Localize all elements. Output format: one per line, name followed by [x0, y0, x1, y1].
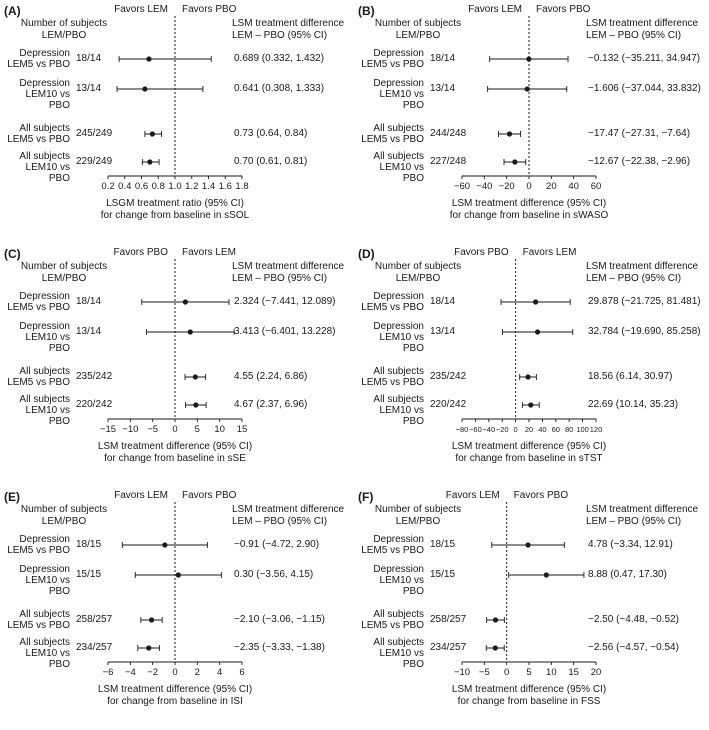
favors-right-label: Favors PBO	[513, 490, 569, 501]
panel-label: (E)	[4, 490, 20, 504]
row-ci-text: −2.10 (−3.06, −1.15)	[234, 614, 325, 625]
row-label-comparison: LEM5 vs PBO	[361, 377, 424, 388]
row-ci-text: 22.69 (10.14, 35.23)	[588, 399, 679, 410]
x-tick-label: −40	[482, 425, 496, 434]
point-estimate	[512, 159, 517, 164]
row-subject-count: 18/14	[430, 296, 456, 307]
row-subject-count: 258/257	[76, 614, 113, 625]
x-axis-title-line2: for change from baseline in ISI	[107, 696, 243, 707]
row-ci-text: 4.78 (−3.34, 12.91)	[588, 539, 673, 550]
x-tick-label: 0.2	[101, 181, 115, 192]
x-axis-title-line1: LSM treatment difference (95% CI)	[451, 198, 607, 209]
panel-label: (D)	[358, 247, 375, 261]
x-tick-label: 0	[526, 181, 532, 192]
subjects-header-line1: Number of subjects	[20, 504, 108, 515]
x-tick-label: −4	[124, 667, 136, 678]
row-ci-text: 2.324 (−7.441, 12.089)	[234, 296, 336, 307]
x-axis-title	[429, 684, 629, 708]
ci-header-line2: LEM – PBO (95% CI)	[232, 30, 328, 41]
row-subject-count: 220/242	[430, 399, 467, 410]
x-tick-label: −20	[498, 181, 515, 192]
x-tick-label: −5	[147, 424, 159, 435]
row-label-group: Depression	[373, 78, 424, 89]
row-label-group: Depression	[373, 321, 424, 332]
row-label-group: Depression	[19, 321, 70, 332]
row-label-comparison: LEM5 vs PBO	[361, 302, 424, 313]
point-estimate	[188, 329, 193, 334]
row-label-group: All subjects	[19, 123, 70, 134]
row-label-group: Depression	[19, 291, 70, 302]
x-tick-label: 15	[236, 424, 248, 435]
row-label-comparison: LEM10 vs PBO	[25, 89, 70, 111]
row-label-comparison: LEM5 vs PBO	[7, 302, 70, 313]
subjects-header-line2: LEM/PBO	[395, 516, 441, 527]
row-label	[4, 564, 70, 597]
forest-panel-e	[4, 490, 354, 730]
row-label-comparison: LEM5 vs PBO	[7, 545, 70, 556]
favors-left-label: Favors LEM	[468, 4, 522, 15]
row-subject-count: 15/15	[76, 569, 102, 580]
row-ci-text: −0.132 (−35.211, 34.947)	[588, 53, 701, 64]
row-label-group: All subjects	[373, 637, 424, 648]
favors-left-label: Favors PBO	[113, 247, 168, 258]
x-axis-title-line1: LSM treatment difference (95% CI)	[97, 441, 253, 452]
row-ci-text: 0.73 (0.64, 0.84)	[234, 128, 308, 139]
x-tick-label: 40	[568, 181, 579, 192]
row-label-group: Depression	[373, 48, 424, 59]
row-label	[7, 609, 70, 631]
row-subject-count: 15/15	[430, 569, 456, 580]
subjects-header-line1: Number of subjects	[20, 18, 108, 29]
row-label	[7, 48, 70, 70]
row-ci-text: 0.689 (0.332, 1.432)	[234, 53, 325, 64]
row-ci-text: 29.878 (−21.725, 81.481)	[588, 296, 701, 307]
point-estimate	[544, 572, 549, 577]
row-ci-text: 4.67 (2.37, 6.96)	[234, 399, 308, 410]
row-subject-count: 18/15	[76, 539, 102, 550]
ci-header-line2: LEM – PBO (95% CI)	[232, 516, 328, 527]
row-label-comparison: LEM10 vs PBO	[379, 405, 424, 427]
point-estimate	[146, 56, 151, 61]
x-tick-label: 100	[576, 425, 589, 434]
row-label-comparison: LEM5 vs PBO	[7, 620, 70, 631]
point-estimate	[193, 402, 198, 407]
subjects-header-line2: LEM/PBO	[41, 273, 87, 284]
x-tick-label: 40	[538, 425, 547, 434]
x-tick-label: 1.0	[168, 181, 182, 192]
row-label	[4, 637, 70, 670]
ci-header-line1: LSM treatment difference	[232, 18, 345, 29]
forest-panel-b	[358, 4, 708, 244]
point-estimate	[526, 56, 531, 61]
row-label-comparison: LEM10 vs PBO	[379, 575, 424, 597]
x-tick-label: 60	[551, 425, 560, 434]
row-ci-text: 18.56 (6.14, 30.97)	[588, 371, 673, 382]
row-subject-count: 18/15	[430, 539, 456, 550]
row-label-group: Depression	[19, 48, 70, 59]
row-subject-count: 235/242	[76, 371, 113, 382]
x-tick-label: −10	[122, 424, 139, 435]
favors-right-label: Favors LEM	[182, 247, 236, 258]
row-subject-count: 229/249	[76, 156, 113, 167]
row-label-comparison: LEM5 vs PBO	[361, 134, 424, 145]
row-label-group: All subjects	[19, 609, 70, 620]
row-subject-count: 18/14	[76, 296, 102, 307]
row-ci-text: 0.70 (0.61, 0.81)	[234, 156, 308, 167]
row-label	[4, 151, 70, 184]
favors-left-label: Favors LEM	[114, 4, 168, 15]
row-ci-text: −1.606 (−37.044, 33.832)	[588, 83, 701, 94]
row-ci-text: 0.30 (−3.56, 4.15)	[234, 569, 314, 580]
row-ci-text: −12.67 (−22.38, −2.96)	[588, 156, 691, 167]
x-tick-label: 0	[504, 667, 510, 678]
point-estimate	[147, 159, 152, 164]
row-label-comparison: LEM10 vs PBO	[379, 162, 424, 184]
row-ci-text: 8.88 (0.47, 17.30)	[588, 569, 667, 580]
point-estimate	[493, 645, 498, 650]
row-label-comparison: LEM5 vs PBO	[361, 620, 424, 631]
x-tick-label: 10	[214, 424, 225, 435]
x-tick-label: 1.6	[218, 181, 232, 192]
row-subject-count: 13/14	[430, 326, 456, 337]
x-axis-title-line1: LSM treatment difference (95% CI)	[97, 684, 253, 695]
x-axis-title-line2: for change from baseline in sSE	[104, 453, 246, 464]
row-ci-text: 3.413 (−6.401, 13.228)	[234, 326, 336, 337]
row-label-comparison: LEM10 vs PBO	[379, 89, 424, 111]
x-axis-title-line2: for change from baseline in sSOL	[100, 210, 250, 221]
row-label-comparison: LEM10 vs PBO	[379, 332, 424, 354]
row-subject-count: 227/248	[430, 156, 467, 167]
point-estimate	[142, 86, 147, 91]
x-tick-label: 6	[239, 667, 245, 678]
x-tick-label: 2	[194, 667, 200, 678]
ci-header-line2: LEM – PBO (95% CI)	[586, 273, 682, 284]
point-estimate	[525, 86, 530, 91]
forest-panel-a	[4, 4, 354, 244]
x-tick-label: 15	[568, 667, 579, 678]
row-label-comparison: LEM5 vs PBO	[361, 545, 424, 556]
favors-right-label: Favors PBO	[536, 4, 591, 15]
row-label	[7, 123, 70, 145]
row-subject-count: 258/257	[430, 614, 467, 625]
row-ci-text: 4.55 (2.24, 6.86)	[234, 371, 308, 382]
row-label-comparison: LEM10 vs PBO	[25, 332, 70, 354]
x-tick-label: 80	[565, 425, 574, 434]
subjects-header-line2: LEM/PBO	[41, 30, 87, 41]
forest-panel-f	[358, 490, 708, 730]
row-label-group: Depression	[19, 78, 70, 89]
row-label-group: Depression	[373, 291, 424, 302]
x-tick-label: 0	[172, 424, 178, 435]
panel-label: (F)	[358, 490, 374, 504]
row-subject-count: 245/249	[76, 128, 113, 139]
subjects-header-line2: LEM/PBO	[395, 30, 441, 41]
favors-left-label: Favors LEM	[114, 490, 168, 501]
ci-header-line1: LSM treatment difference	[586, 504, 699, 515]
point-estimate	[493, 617, 498, 622]
ci-header-line1: LSM treatment difference	[232, 261, 345, 272]
row-label	[361, 123, 424, 145]
row-subject-count: 220/242	[76, 399, 113, 410]
row-label-group: All subjects	[373, 366, 424, 377]
row-label-comparison: LEM10 vs PBO	[25, 162, 70, 184]
forest-panel-d	[358, 247, 708, 487]
x-axis-title-line2: for change from baseline in sTST	[455, 453, 603, 464]
row-ci-text: −17.47 (−27.31, −7.64)	[588, 128, 691, 139]
row-label	[361, 609, 424, 631]
x-tick-label: 0	[513, 425, 518, 434]
x-tick-label: 120	[589, 425, 603, 434]
row-label-group: All subjects	[373, 151, 424, 162]
x-axis-title	[75, 441, 275, 465]
row-subject-count: 244/248	[430, 128, 467, 139]
point-estimate	[533, 299, 538, 304]
point-estimate	[528, 402, 533, 407]
row-label-comparison: LEM5 vs PBO	[7, 59, 70, 70]
row-label	[4, 394, 70, 427]
ci-header-line2: LEM – PBO (95% CI)	[586, 516, 682, 527]
x-tick-label: 20	[546, 181, 557, 192]
x-tick-label: 60	[590, 181, 602, 192]
row-label	[358, 151, 424, 184]
row-subject-count: 13/14	[76, 326, 102, 337]
row-label-group: Depression	[373, 534, 424, 545]
x-tick-label: −80	[455, 425, 469, 434]
x-tick-label: 10	[546, 667, 557, 678]
row-label-comparison: LEM5 vs PBO	[361, 59, 424, 70]
x-tick-label: 0.4	[118, 181, 132, 192]
subjects-header-line1: Number of subjects	[20, 261, 108, 272]
x-tick-label: 1.8	[235, 181, 249, 192]
x-axis-title-line1: LSM treatment difference (95% CI)	[451, 441, 607, 452]
x-tick-label: 5	[194, 424, 200, 435]
row-label-group: All subjects	[373, 609, 424, 620]
point-estimate	[176, 572, 181, 577]
x-tick-label: 20	[590, 667, 602, 678]
row-label	[358, 321, 424, 354]
subjects-header-line1: Number of subjects	[374, 18, 462, 29]
row-label-group: All subjects	[373, 394, 424, 405]
x-axis-title-line2: for change from baseline in sWASO	[449, 210, 609, 221]
row-label	[7, 291, 70, 313]
row-label	[4, 321, 70, 354]
row-label-comparison: LEM5 vs PBO	[7, 134, 70, 145]
row-label	[361, 534, 424, 556]
x-tick-label: −40	[476, 181, 493, 192]
row-label	[361, 366, 424, 388]
row-subject-count: 18/14	[76, 53, 102, 64]
row-subject-count: 13/14	[430, 83, 456, 94]
panel-label: (A)	[4, 4, 21, 18]
x-axis-title-line1: LSM treatment difference (95% CI)	[451, 684, 607, 695]
point-estimate	[525, 542, 530, 547]
x-tick-label: −60	[469, 425, 482, 434]
x-tick-label: 0	[172, 667, 178, 678]
ci-header-line2: LEM – PBO (95% CI)	[232, 273, 328, 284]
point-estimate	[183, 299, 188, 304]
point-estimate	[146, 645, 151, 650]
x-tick-label: 20	[524, 425, 534, 434]
row-subject-count: 18/14	[430, 53, 456, 64]
row-ci-text: −2.35 (−3.33, −1.38)	[234, 642, 325, 653]
row-label-group: All subjects	[19, 151, 70, 162]
subjects-header-line1: Number of subjects	[374, 504, 462, 515]
row-label-group: All subjects	[19, 366, 70, 377]
row-label-group: Depression	[373, 564, 424, 575]
subjects-header-line2: LEM/PBO	[41, 516, 87, 527]
x-tick-label: −20	[495, 425, 509, 434]
x-tick-label: 5	[526, 667, 532, 678]
point-estimate	[149, 617, 154, 622]
row-label-group: All subjects	[19, 394, 70, 405]
x-axis-title	[75, 198, 275, 222]
ci-header-line1: LSM treatment difference	[232, 504, 345, 515]
forest-panel-c	[4, 247, 354, 487]
row-label-comparison: LEM10 vs PBO	[25, 575, 70, 597]
favors-right-label: Favors PBO	[182, 490, 237, 501]
row-subject-count: 13/14	[76, 83, 102, 94]
row-label	[358, 564, 424, 597]
panel-label: (B)	[358, 4, 375, 18]
ci-header-line1: LSM treatment difference	[586, 18, 699, 29]
x-axis-title	[429, 441, 629, 465]
point-estimate	[535, 329, 540, 334]
row-label	[358, 78, 424, 111]
favors-right-label: Favors LEM	[522, 247, 577, 258]
row-label	[358, 637, 424, 670]
row-ci-text: 0.641 (0.308, 1.333)	[234, 83, 325, 94]
x-axis-title-line1: LSGM treatment ratio (95% CI)	[106, 198, 244, 209]
ci-header-line1: LSM treatment difference	[586, 261, 699, 272]
row-subject-count: 235/242	[430, 371, 467, 382]
x-tick-label: 1.2	[185, 181, 199, 192]
row-label-comparison: LEM10 vs PBO	[379, 648, 424, 670]
row-label-comparison: LEM5 vs PBO	[7, 377, 70, 388]
row-label	[361, 48, 424, 70]
row-label	[358, 394, 424, 427]
x-tick-label: −6	[102, 667, 114, 678]
favors-right-label: Favors PBO	[182, 4, 237, 15]
row-label-group: Depression	[19, 534, 70, 545]
x-tick-label: −2	[147, 667, 159, 678]
x-tick-label: −60	[453, 181, 471, 192]
row-label-comparison: LEM10 vs PBO	[25, 648, 70, 670]
row-ci-text: −2.50 (−4.48, −0.52)	[588, 614, 679, 625]
row-ci-text: −2.56 (−4.57, −0.54)	[588, 642, 679, 653]
point-estimate	[150, 131, 155, 136]
x-tick-label: −5	[478, 667, 490, 678]
x-axis-title	[75, 684, 275, 708]
subjects-header-line2: LEM/PBO	[395, 273, 441, 284]
x-tick-label: 0.6	[134, 181, 149, 192]
row-label	[7, 534, 70, 556]
row-label-comparison: LEM10 vs PBO	[25, 405, 70, 427]
x-tick-label: −15	[99, 424, 117, 435]
row-label	[361, 291, 424, 313]
panel-label: (C)	[4, 247, 21, 261]
point-estimate	[525, 374, 530, 379]
row-label-group: All subjects	[19, 637, 70, 648]
row-label-group: All subjects	[373, 123, 424, 134]
x-tick-label: 0.8	[151, 181, 165, 192]
point-estimate	[162, 542, 167, 547]
x-tick-label: 1.4	[201, 181, 216, 192]
row-ci-text: 32.784 (−19.690, 85.258)	[588, 326, 701, 337]
row-subject-count: 234/257	[76, 642, 113, 653]
x-axis-title	[429, 198, 629, 222]
row-subject-count: 234/257	[430, 642, 467, 653]
point-estimate	[193, 374, 198, 379]
subjects-header-line1: Number of subjects	[374, 261, 462, 272]
favors-left-label: Favors LEM	[445, 490, 500, 501]
x-tick-label: 4	[217, 667, 223, 678]
row-label	[7, 366, 70, 388]
ci-header-line2: LEM – PBO (95% CI)	[586, 30, 682, 41]
row-label	[4, 78, 70, 111]
x-tick-label: −10	[453, 667, 471, 678]
x-axis-title-line2: for change from baseline in FSS	[457, 696, 601, 707]
row-label-group: Depression	[19, 564, 70, 575]
point-estimate	[507, 131, 512, 136]
favors-left-label: Favors PBO	[454, 247, 509, 258]
row-ci-text: −0.91 (−4.72, 2.90)	[234, 539, 320, 550]
